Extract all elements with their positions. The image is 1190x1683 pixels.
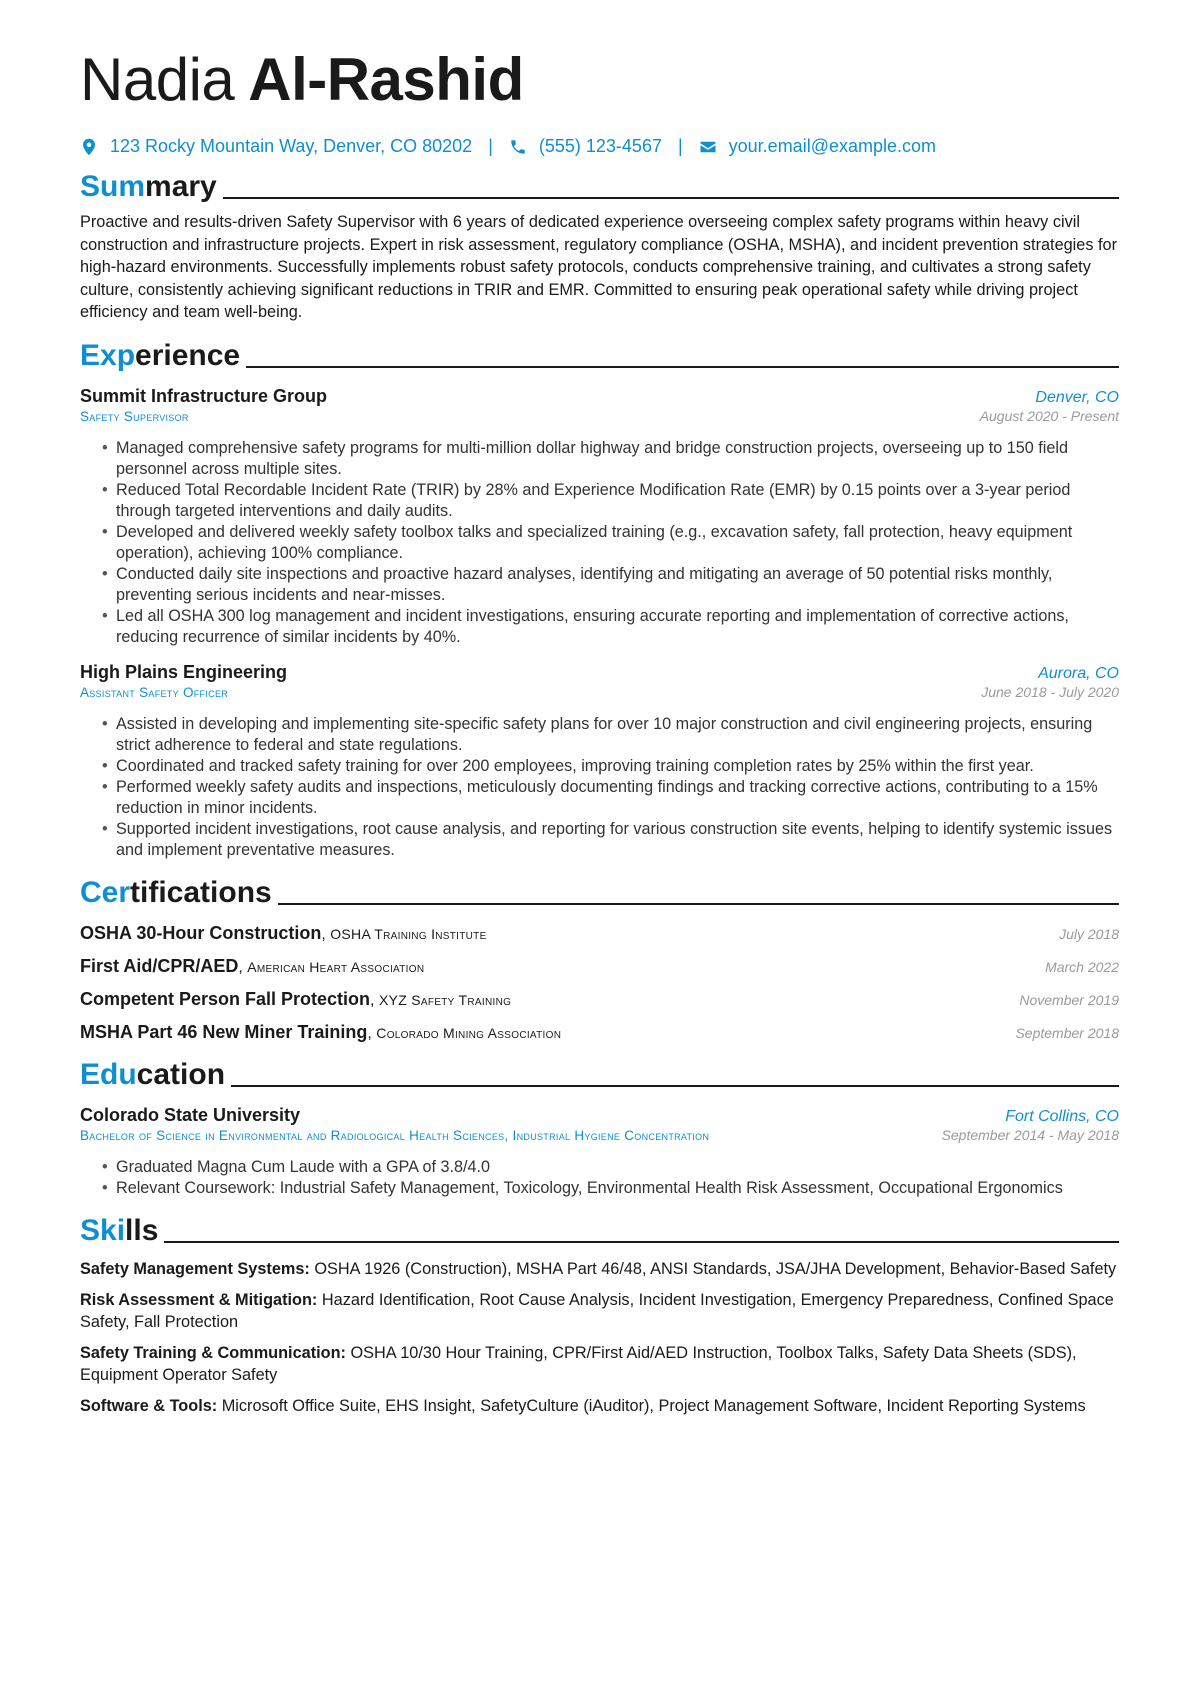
cert-entry: OSHA 30-Hour Construction, OSHA Training Institute July 2018 [80,922,1119,943]
cert-entry: Competent Person Fall Protection, XYZ Safety Training November 2019 [80,988,1119,1009]
skill-category: Risk Assessment & Mitigation: [80,1291,318,1309]
skill-row [80,1259,1119,1281]
education-entry [80,1105,1119,1199]
job-entry [80,386,1119,648]
cert-name: Competent Person Fall Protection [80,988,371,1009]
phone-text: (555) 123-4567 [538,136,662,156]
cert-name: First Aid/CPR/AED [80,955,239,976]
cert-entry: MSHA Part 46 New Miner Training, Colorado Mining Association September 2018 [80,1021,1119,1042]
job-location: Denver, CO [1035,388,1119,406]
company-name: High Plains Engineering [80,661,288,682]
section-rule [231,1085,1119,1087]
list-item: • Relevant Coursework: Industrial Safety Management, Toxicology, Environmental Health Risk Assessment, Occupational Ergonomics [102,1178,1119,1199]
cert-date: November 2019 [1019,991,1119,1008]
skills-heading [80,1213,1119,1249]
skill-category: Safety Management Systems: [80,1259,310,1278]
certifications-heading [80,875,1119,911]
education-heading [80,1057,1119,1093]
phone-icon [509,138,527,156]
list-item: • Led all OSHA 300 log management and incident investigations, ensuring accurate reporting and implementation of corrective actions, reducing recurrence of similar incidents by 40%. [102,606,1119,648]
contact-line [80,136,1119,157]
skill-row [80,1343,1119,1386]
skill-row [80,1290,1119,1333]
email-text: your.email@example.com [728,136,937,156]
section-rule [278,903,1119,905]
school-name: Colorado State University [80,1104,301,1125]
section-rule [164,1241,1119,1243]
section-title: Certifications [80,875,272,909]
section-title: Summary [80,170,217,203]
section-title: Skills [80,1213,159,1247]
first-name: Nadia [80,46,235,113]
cert-name: MSHA Part 46 New Miner Training [80,1021,368,1042]
envelope-icon [699,138,717,156]
skill-category: Safety Training & Communication: [80,1344,346,1362]
cert-date: March 2022 [1045,958,1119,975]
list-item: • Graduated Magna Cum Laude with a GPA of 3.8/4.0 [102,1157,1119,1178]
list-item: • Reduced Total Recordable Incident Rate (TRIR) by 28% and Experience Modification Rate (EMR) by 0.15 points over a 3-year period through targeted interventions and daily audits. [102,480,1119,522]
cert-org: American Heart Association [247,958,425,975]
map-pin-icon [80,138,98,156]
job-bullets [80,438,1119,648]
contact-email[interactable] [699,136,936,157]
skill-list: Hazard Identification, Root Cause Analysis, Incident Investigation, Emergency Preparedness, Confined Space Safety, Fall Protection [80,1291,1114,1331]
section-title: Experience [80,338,241,372]
job-role: Safety Supervisor [80,408,189,424]
company-name: Summit Infrastructure Group [80,385,328,406]
experience-heading [80,338,1119,374]
job-dates: August 2020 - Present [979,407,1119,424]
section-title: Education [80,1057,226,1091]
cert-entry: First Aid/CPR/AED, American Heart Association March 2022 [80,955,1119,976]
degree: Bachelor of Science in Environmental and Radiological Health Sciences, Industrial Hygiene Concentration [80,1127,710,1143]
contact-separator: | [677,136,683,156]
contact-phone[interactable] [509,136,662,157]
job-entry [80,662,1119,861]
list-item: • Developed and delivered weekly safety toolbox talks and specialized training (e.g., excavation safety, fall protection, heavy equipment operation), achieving 100% compliance. [102,522,1119,564]
last-name: Al-Rashid [248,46,524,113]
candidate-name [80,44,1119,116]
job-bullets [80,714,1119,861]
skill-list: OSHA 10/30 Hour Training, CPR/First Aid/AED Instruction, Toolbox Talks, Safety Data Sheets (SDS), Equipment Operator Safety [80,1344,1077,1384]
cert-org: XYZ Safety Training [378,991,512,1008]
cert-org: OSHA Training Institute [330,925,487,942]
list-item: • Assisted in developing and implementing site-specific safety plans for over 10 major construction and civil engineering projects, ensuring strict adherence to federal and state regulations. [102,714,1119,756]
cert-org: Colorado Mining Association [376,1024,562,1041]
job-dates: June 2018 - July 2020 [981,683,1119,700]
skill-category: Software & Tools: [80,1397,218,1415]
list-item: • Performed weekly safety audits and inspections, meticulously documenting findings and tracking corrective actions, contributing to a 15% reduction in minor incidents. [102,777,1119,819]
address-text: 123 Rocky Mountain Way, Denver, CO 80202 [110,136,473,156]
education-bullets [80,1157,1119,1199]
skill-list: Microsoft Office Suite, EHS Insight, SafetyCulture (iAuditor), Project Management Software, Incident Reporting Systems [221,1397,1086,1415]
section-rule [223,197,1119,199]
education-dates: September 2014 - May 2018 [941,1126,1119,1143]
list-item: • Conducted daily site inspections and proactive hazard analyses, identifying and mitigating an average of 50 potential risks monthly, preventing serious incidents and near-misses. [102,564,1119,606]
school-location: Fort Collins, CO [1005,1107,1119,1125]
list-item: • Supported incident investigations, root cause analysis, and reporting for various construction site events, helping to identify systemic issues and implement preventative measures. [102,819,1119,861]
summary-text: Proactive and results-driven Safety Supervisor with 6 years of dedicated experience overseeing complex safety programs within heavy civil construction and infrastructure projects. Expert in risk assessment, regulatory compliance (OSHA, MSHA), and incident prevention strategies for high-hazard environments. Successfully implements robust safety protocols, conducts comprehensive training, and cultivates a strong safety culture, consistently achieving significant reductions in TRIR and EMR. Committed to ensuring peak operational safety while driving project efficiency and team well-being. [80,213,1118,321]
skill-row [80,1396,1119,1418]
cert-date: September 2018 [1015,1024,1119,1041]
job-role: Assistant Safety Officer [80,684,229,700]
section-rule [246,366,1119,368]
cert-date: July 2018 [1059,925,1119,942]
skill-list: OSHA 1926 (Construction), MSHA Part 46/48, ANSI Standards, JSA/JHA Development, Behavior-Based Safety [314,1259,1117,1278]
cert-name: OSHA 30-Hour Construction [80,922,322,943]
list-item: • Coordinated and tracked safety training for over 200 employees, improving training completion rates by 25% within the first year. [102,756,1119,777]
summary-heading [80,169,1119,205]
list-item: • Managed comprehensive safety programs for multi-million dollar highway and bridge construction projects, overseeing up to 150 field personnel across multiple sites. [102,438,1119,480]
contact-separator: | [488,136,493,156]
job-location: Aurora, CO [1038,664,1119,682]
contact-address [80,136,472,157]
